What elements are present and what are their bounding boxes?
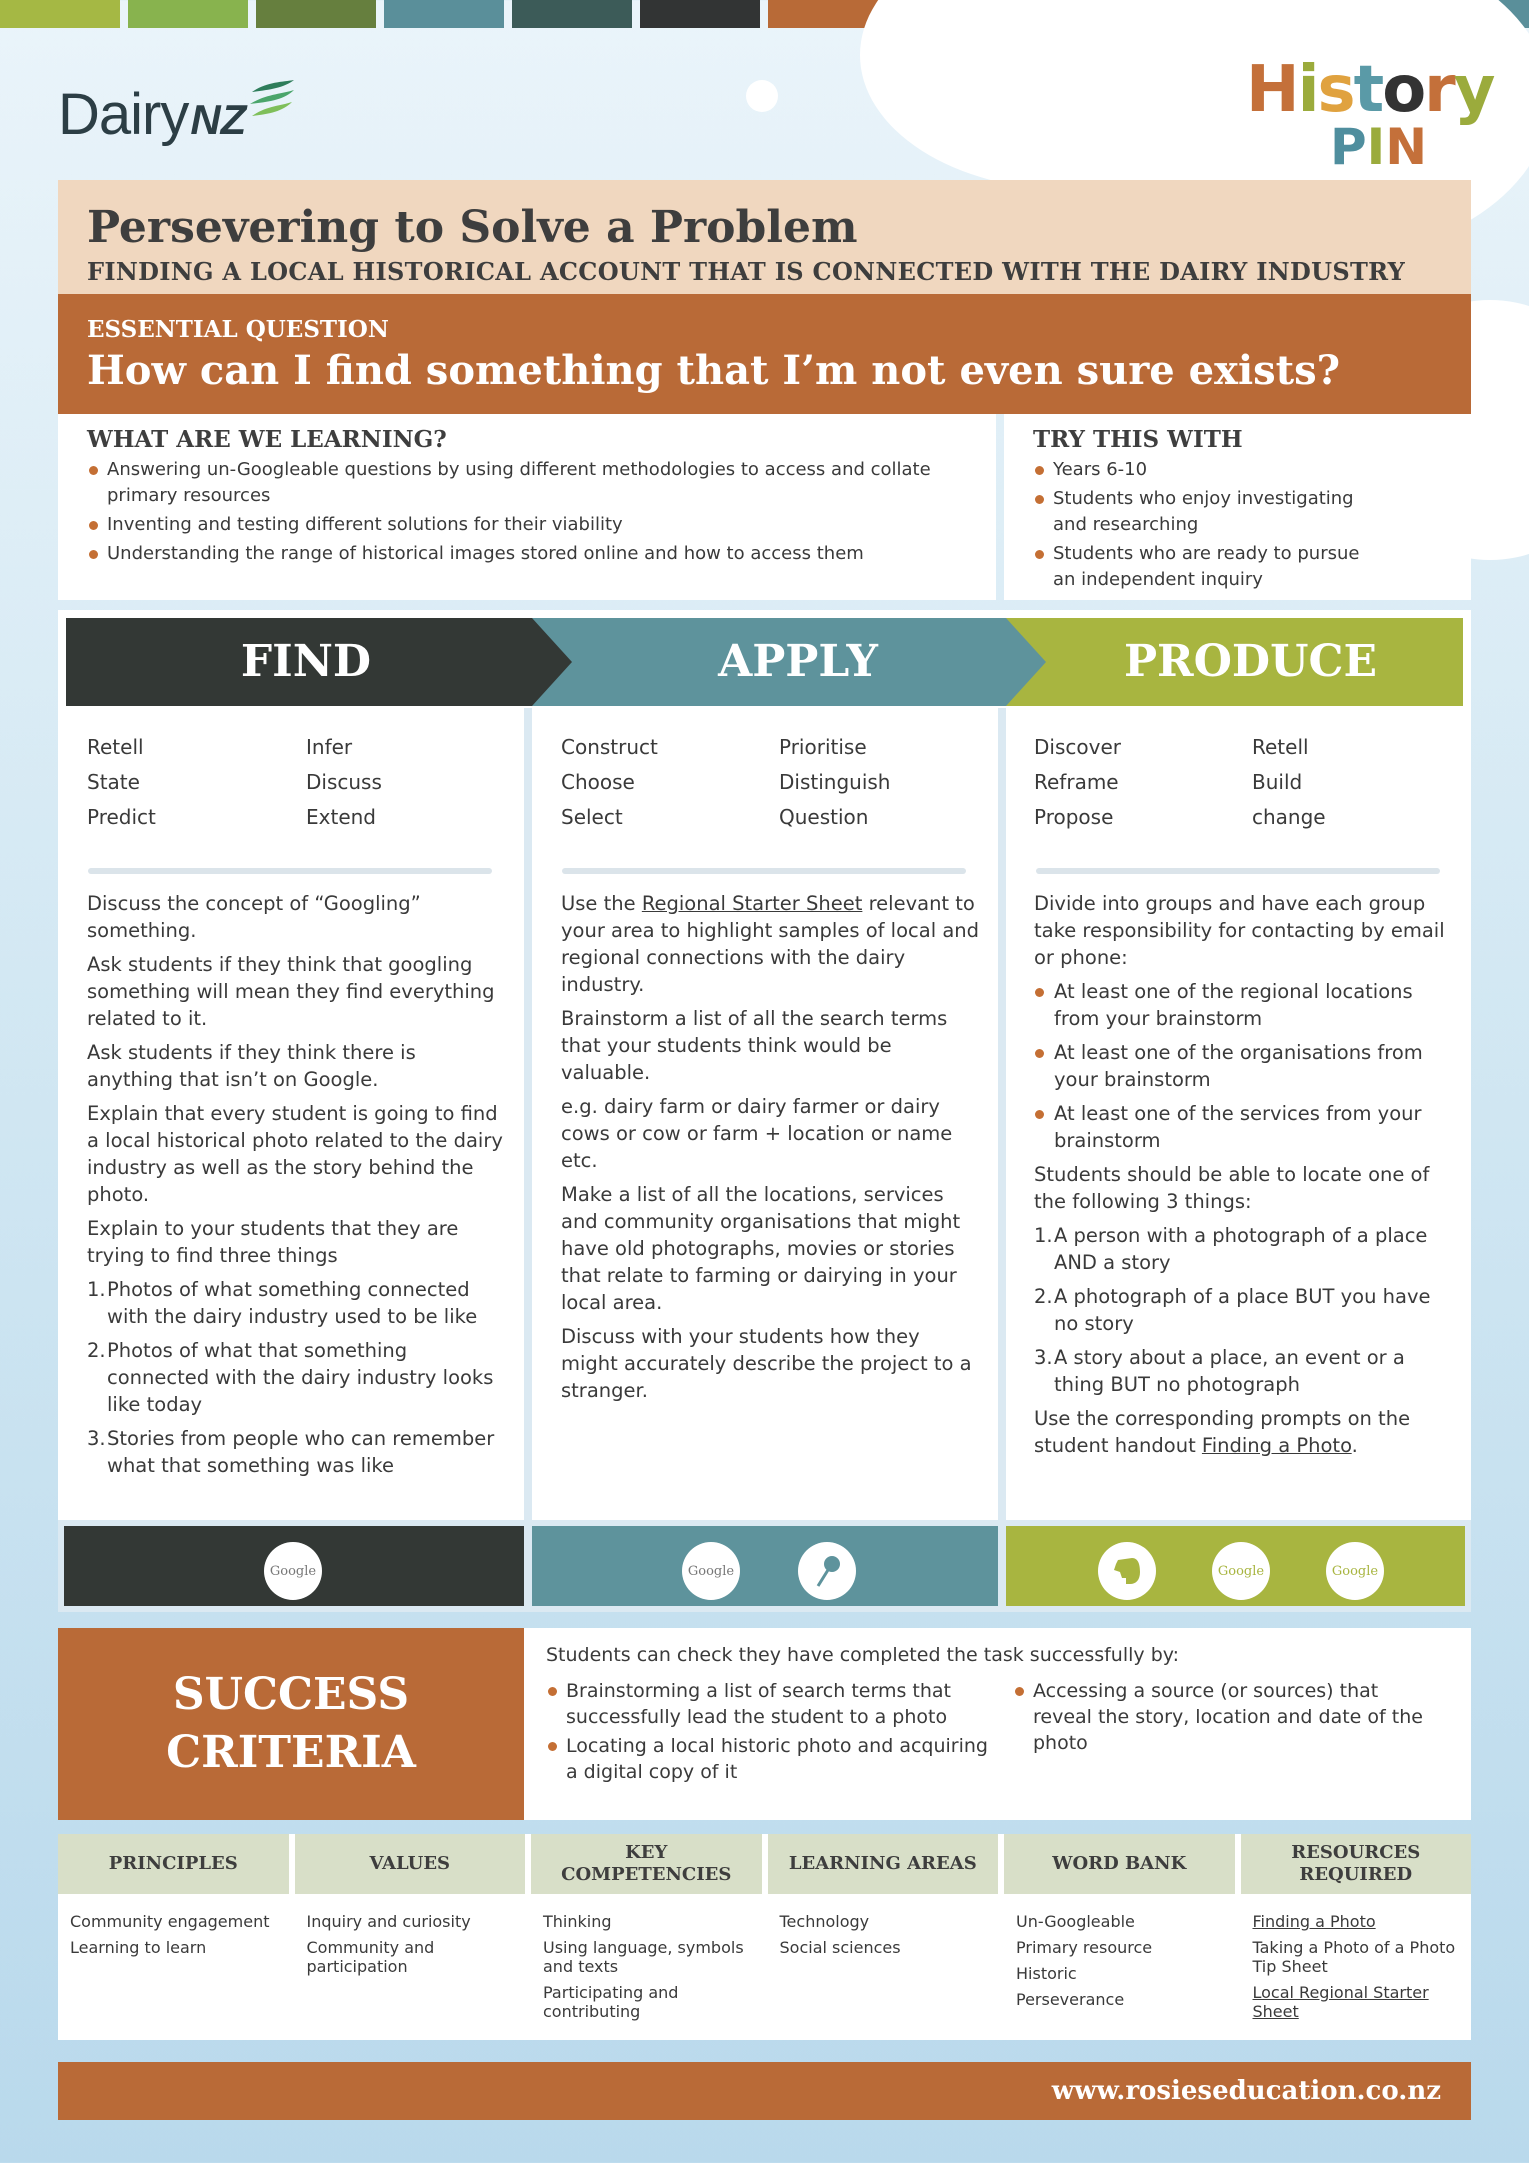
find-label: FIND (240, 636, 372, 687)
apply-word: Prioritise (779, 735, 867, 759)
dairynz-logo-text: Dairy (58, 82, 189, 147)
try-this-list (1033, 457, 1373, 593)
elephant-icon (1110, 1554, 1144, 1588)
success-intro: Students can check they have completed the task successfully by: (546, 1644, 1180, 1666)
apply-word: Select (561, 805, 623, 829)
find-list (87, 1276, 507, 1479)
success-title-line: SUCCESS (172, 1669, 410, 1720)
apply-word: Choose (561, 770, 635, 794)
stripe-6 (640, 0, 760, 28)
table-item: Thinking (543, 1912, 612, 1931)
find-para: Explain that every student is going to find a local historical photo related to the dairy industry as well as the story behind the photo. (87, 1102, 503, 1206)
produce-bullet: At least one of the organisations from your brainstorm (1034, 1039, 1459, 1093)
resources-header: RESOURCES REQUIRED (1241, 1834, 1472, 1894)
produce-words-b (1252, 730, 1452, 835)
google-icon: Google (264, 1542, 322, 1600)
historypin-pin-icon (798, 1542, 856, 1600)
competencies-column (531, 1834, 762, 2040)
principles-header: PRINCIPLES (58, 1834, 289, 1894)
apply-para: e.g. dairy farm or dairy farmer or dairy cows or cow or farm + location or name etc. (561, 1095, 953, 1172)
table-item: Using language, symbols and texts (543, 1938, 744, 1976)
produce-word: Retell (1252, 735, 1309, 759)
success-criteria-title (58, 1628, 524, 1820)
apply-word: Distinguish (779, 770, 891, 794)
success-list-2 (1013, 1678, 1433, 1788)
try-this-item: Students who enjoy investigating and researching (1033, 486, 1373, 538)
learning-panel (58, 414, 996, 600)
resources-cell (1241, 1894, 1472, 2046)
local-regional-starter-sheet-link[interactable]: Local Regional Starter Sheet (1252, 1983, 1429, 2021)
values-cell (295, 1894, 526, 2001)
footer-url-link[interactable]: www.rosieseducation.co.nz (1051, 2076, 1441, 2106)
produce-bullets (1034, 978, 1459, 1154)
dairynz-logo (58, 68, 296, 148)
try-this-title: TRY THIS WITH (1033, 426, 1243, 453)
find-word: Extend (306, 805, 376, 829)
produce-bullet: At least one of the services from your brainstorm (1034, 1100, 1459, 1154)
produce-footer-bar (1006, 1526, 1465, 1606)
essential-question-panel (58, 294, 1471, 414)
try-this-item: Years 6-10 (1033, 457, 1373, 483)
learning-item: Answering un-Googleable questions by using different methodologies to access and collate primary resources (87, 457, 967, 509)
competencies-cell (531, 1894, 762, 2046)
apply-footer-bar (532, 1526, 998, 1606)
apply-body (561, 890, 981, 1411)
learning-areas-header: LEARNING AREAS (768, 1834, 999, 1894)
find-para: Explain to your students that they are trying to find three things (87, 1217, 459, 1267)
essential-question-text: How can I find something that I’m not even sure exists? (87, 347, 1341, 394)
find-list-item: 3. Stories from people who can remember what that something was like (87, 1427, 495, 1477)
find-list-item: 2. Photos of what that something connected with the dairy industry looks like today (87, 1339, 494, 1416)
cloud-dot (746, 80, 778, 112)
apply-para: Use the Regional Starter Sheet relevant to your area to highlight samples of local and regional connections with the dairy industry. (561, 892, 980, 996)
dairynz-swoosh-icon (248, 78, 296, 122)
curriculum-table (58, 1834, 1471, 2040)
historypin-logo (1246, 53, 1494, 176)
apply-para: Make a list of all the locations, services and community organisations that might have old photographs, movies or stories that relate to farming or dairying in your local area. (561, 1183, 961, 1314)
learning-item: Understanding the range of historical images stored online and how to access them (87, 541, 967, 567)
google-icon: Google (1326, 1542, 1384, 1600)
stripe-1 (0, 0, 120, 28)
table-item: Social sciences (779, 1938, 901, 1957)
find-word: Predict (87, 805, 156, 829)
table-item: Taking a Photo of a Photo Tip Sheet (1252, 1938, 1456, 1976)
find-word: Discuss (306, 770, 382, 794)
word-bank-header: WORD BANK (1004, 1834, 1235, 1894)
google-icon: Google (682, 1542, 740, 1600)
apply-divider (562, 868, 966, 874)
success-list-1 (546, 1678, 1001, 1788)
produce-word: Reframe (1034, 770, 1119, 794)
learning-areas-cell (768, 1894, 999, 1982)
produce-bullet: At least one of the regional locations from your brainstorm (1034, 978, 1459, 1032)
stripe-3 (256, 0, 376, 28)
success-columns (546, 1674, 1449, 1788)
page-subtitle: FINDING A LOCAL HISTORICAL ACCOUNT THAT IS CONNECTED WITH THE DAIRY INDUSTRY (87, 257, 1406, 286)
produce-para: Use the corresponding prompts on the student handout Finding a Photo. (1034, 1407, 1411, 1457)
produce-list-item: 3. A story about a place, an event or a thing BUT no photograph (1034, 1346, 1405, 1396)
apply-para: Brainstorm a list of all the search terms that your students think would be valuable. (561, 1007, 948, 1084)
find-footer-bar (64, 1526, 524, 1606)
success-item: Accessing a source (or sources) that reveal the story, location and date of the photo (1013, 1678, 1433, 1756)
produce-word: Propose (1034, 805, 1114, 829)
values-column (295, 1834, 526, 2040)
produce-body (1034, 890, 1459, 1466)
apply-word: Question (779, 805, 869, 829)
find-body (87, 890, 507, 1486)
find-words-a (87, 730, 287, 835)
find-word: Retell (87, 735, 144, 759)
table-item: Perseverance (1016, 1990, 1125, 2009)
regional-starter-sheet-link[interactable]: Regional Starter Sheet (641, 892, 863, 915)
table-item: Participating and contributing (543, 1983, 679, 2021)
learning-title: WHAT ARE WE LEARNING? (87, 426, 447, 453)
table-item: Primary resource (1016, 1938, 1153, 1957)
find-list-item: 1. Photos of what something connected with the dairy industry used to be like (87, 1278, 478, 1328)
apply-label: APPLY (718, 636, 878, 687)
success-item: Locating a local historic photo and acquiring a digital copy of it (546, 1733, 1001, 1785)
produce-list-item: 2. A photograph of a place BUT you have no story (1034, 1285, 1431, 1335)
page-header (58, 180, 1471, 294)
apply-word: Construct (561, 735, 658, 759)
google-icon: Google (1212, 1542, 1270, 1600)
table-item: Un-Googleable (1016, 1912, 1135, 1931)
pin-icon (812, 1554, 842, 1588)
resources-column (1241, 1834, 1472, 2040)
finding-a-photo-link[interactable]: Finding a Photo (1201, 1434, 1352, 1457)
produce-list-item: 1. A person with a photograph of a place AND a story (1034, 1224, 1428, 1274)
learning-item: Inventing and testing different solutions for their viability (87, 512, 967, 538)
historypin-logo-line2: PIN (1330, 118, 1428, 176)
produce-divider (1036, 868, 1440, 874)
table-item: Technology (779, 1912, 870, 1931)
table-item: Inquiry and curiosity (306, 1912, 471, 1931)
find-divider (88, 868, 492, 874)
apply-para: Discuss with your students how they might accurately describe the project to a stranger. (561, 1325, 972, 1402)
success-item: Brainstorming a list of search terms that successfully lead the student to a photo (546, 1678, 1001, 1730)
produce-word: Build (1252, 770, 1303, 794)
table-item: Community and participation (306, 1938, 435, 1976)
produce-para: Students should be able to locate one of the following 3 things: (1034, 1163, 1430, 1213)
evernote-elephant-icon (1098, 1542, 1156, 1600)
produce-words-a (1034, 730, 1234, 835)
find-apply-produce-section (58, 610, 1471, 1612)
values-header: VALUES (295, 1834, 526, 1894)
historypin-logo-line1: History (1246, 53, 1494, 127)
finding-a-photo-resource-link[interactable]: Finding a Photo (1252, 1912, 1376, 1931)
find-para: Ask students if they think there is anything that isn’t on Google. (87, 1041, 416, 1091)
apply-words-b (779, 730, 979, 835)
success-criteria-panel (524, 1628, 1471, 1820)
essential-question-label: ESSENTIAL QUESTION (87, 316, 389, 343)
competencies-header: KEY COMPETENCIES (531, 1834, 762, 1894)
table-item: Historic (1016, 1964, 1077, 1983)
produce-list (1034, 1222, 1459, 1398)
table-item: Community engagement (70, 1912, 270, 1931)
page-title: Persevering to Solve a Problem (87, 202, 858, 253)
dairynz-logo-suffix: NZ (190, 96, 247, 143)
produce-word: Discover (1034, 735, 1121, 759)
apply-words-a (561, 730, 761, 835)
find-para: Ask students if they think that googling something will mean they find everything related to it. (87, 953, 495, 1030)
principles-column (58, 1834, 289, 2040)
word-bank-column (1004, 1834, 1235, 2040)
try-this-panel (1004, 414, 1471, 600)
learning-areas-column (768, 1834, 999, 2040)
find-word: State (87, 770, 140, 794)
footer-bar (58, 2062, 1471, 2120)
stripe-5 (512, 0, 632, 28)
stripe-4 (384, 0, 504, 28)
produce-label: PRODUCE (1123, 636, 1378, 687)
produce-word: change (1252, 805, 1326, 829)
produce-para: Divide into groups and have each group take responsibility for contacting by email or phone: (1034, 892, 1445, 969)
learning-list (87, 457, 967, 567)
find-word: Infer (306, 735, 353, 759)
success-title-line: CRITERIA (166, 1727, 416, 1778)
word-bank-cell (1004, 1894, 1235, 2034)
find-para: Discuss the concept of “Googling” something. (87, 892, 421, 942)
table-item: Learning to learn (70, 1938, 207, 1957)
find-words-b (306, 730, 506, 835)
stripe-2 (128, 0, 248, 28)
principles-cell (58, 1894, 289, 1982)
try-this-item: Students who are ready to pursue an independent inquiry (1033, 541, 1373, 593)
